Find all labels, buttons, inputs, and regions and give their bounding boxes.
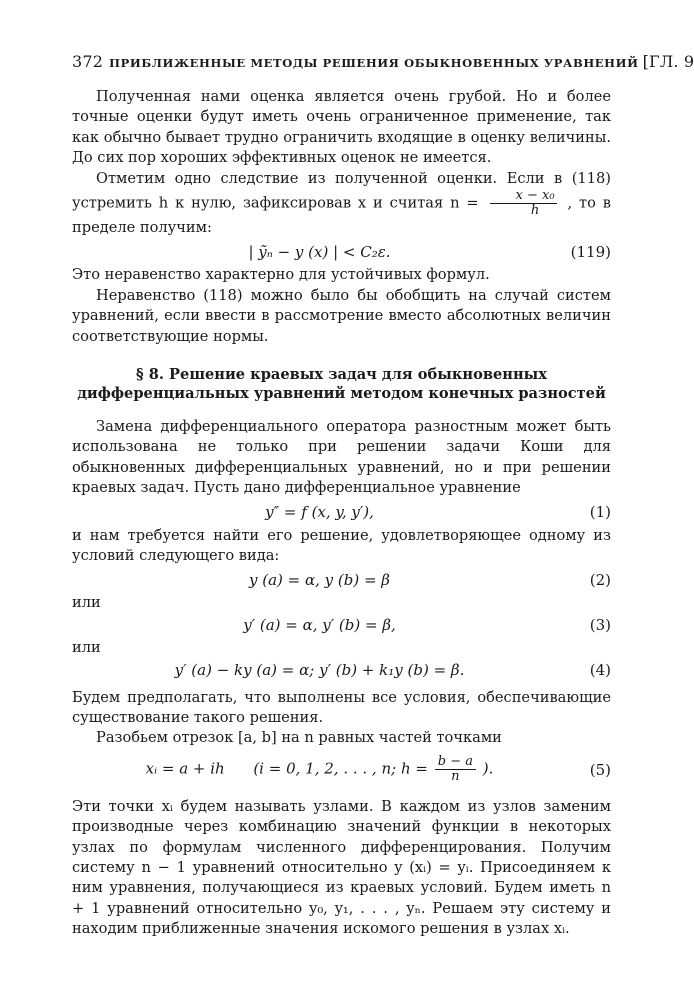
running-title: ПРИБЛИЖЕННЫЕ МЕТОДЫ РЕШЕНИЯ ОБЫКНОВЕННЫХ УРАВНЕНИЙ bbox=[109, 56, 639, 70]
equation-1-body: y″ = f (x, y, y′), bbox=[265, 503, 374, 522]
paragraph-9: Эти точки xᵢ будем называть узлами. В каждом из узлов заменим производные через комбинацию значений функции в некоторых узлах по формулам численного дифференцирования. Получим систему n − 1 уравнений относительно y (xᵢ) = yᵢ. Присоединяем к ним уравнения, получающиеся из краевых условий. Будем иметь n + 1 уравнений относительно y₀, y₁, . . . , yₙ. Решаем эту систему и находим приближенные значения искомого решения в узлах xᵢ. bbox=[72, 797, 611, 938]
paragraph-8: Разобьем отрезок [a, b] на n равных частей точками bbox=[96, 729, 502, 747]
equation-5-number: (5) bbox=[589, 760, 611, 779]
equation-5-fraction-denominator: n bbox=[451, 769, 460, 785]
paragraph-3: Это неравенство характерно для устойчивых формул. bbox=[72, 266, 490, 284]
section-heading-line-2: дифференциальных уравнений методом конечных разностей bbox=[77, 385, 606, 403]
equation-2-body: y (a) = α, y (b) = β bbox=[249, 571, 390, 589]
chapter-label: [ГЛ. 9 bbox=[642, 52, 694, 71]
equation-2-number: (2) bbox=[589, 571, 611, 589]
equation-5-fraction bbox=[435, 755, 476, 784]
inline-fraction-numerator: x − x₀ bbox=[490, 189, 557, 204]
paragraph-7: Будем предполагать, что выполнены все условия, обеспечивающие существование такого решения. bbox=[72, 688, 611, 726]
equation-5-fraction-numerator: b − a bbox=[435, 755, 476, 770]
equation-1 bbox=[72, 499, 611, 526]
equation-4-number: (4) bbox=[589, 661, 611, 679]
connector-or-2: или bbox=[72, 638, 101, 656]
page-number: 372 bbox=[72, 52, 104, 71]
paragraph-2-text-before: Отметим одно следствие из полученной оценки. Если в (118) устремить h к нулю, зафиксировав x и считая n = bbox=[72, 169, 611, 212]
equation-3-number: (3) bbox=[589, 616, 611, 634]
paragraph-6: и нам требуется найти его решение, удовлетворяющее одному из условий следующего вида: bbox=[72, 526, 611, 565]
equation-5 bbox=[72, 749, 611, 791]
equation-2 bbox=[72, 567, 611, 594]
equation-4 bbox=[72, 657, 611, 684]
equation-119-number: (119) bbox=[570, 242, 611, 261]
paragraph-1: Полученная нами оценка является очень грубой. Но и более точные оценки будут иметь очень ограниченное применение, так как обычно бывает трудно ограничить входящие в оценку величины. До сих пор хороших эффективных оценок не имеется. bbox=[72, 88, 611, 167]
equation-119 bbox=[72, 238, 611, 265]
section-heading bbox=[72, 365, 611, 403]
connector-or-1: или bbox=[72, 593, 101, 611]
paragraph-2 bbox=[72, 169, 611, 239]
equation-3-body: y′ (a) = α, y′ (b) = β, bbox=[243, 616, 396, 634]
equation-3 bbox=[72, 612, 611, 639]
paragraph-2-text-after: , то в пределе получим: bbox=[72, 194, 612, 237]
inline-fraction-denominator: h bbox=[530, 203, 540, 219]
paragraph-5: Замена дифференциального оператора разностным может быть использована не только при решении задачи Коши для обыкновенных дифференциальных уравнений, но и при решении краевых задач. Пусть дано дифференциальное уравнение bbox=[72, 418, 611, 497]
running-header bbox=[72, 52, 694, 71]
equation-4-body: y′ (a) − ky (a) = α; y′ (b) + k₁y (b) = β. bbox=[174, 661, 465, 679]
paragraph-4: Неравенство (118) можно было бы обобщить на случай систем уравнений, если ввести в рассмотрение вместо абсолютных величин соответствующие нормы. bbox=[72, 286, 611, 345]
equation-119-body: | ỹₙ − y (x) | < C₂ε. bbox=[248, 242, 391, 261]
equation-5-left: xᵢ = a + ih bbox=[145, 759, 225, 778]
section-heading-line-1: § 8. Решение краевых задач для обыкновенных bbox=[136, 366, 547, 384]
equation-5-right-after: ). bbox=[482, 759, 494, 778]
equation-5-body bbox=[72, 755, 567, 784]
inline-fraction bbox=[490, 189, 557, 218]
equation-5-right-before: (i = 0, 1, 2, . . . , n; h = bbox=[253, 759, 428, 778]
equation-1-number: (1) bbox=[589, 503, 611, 522]
